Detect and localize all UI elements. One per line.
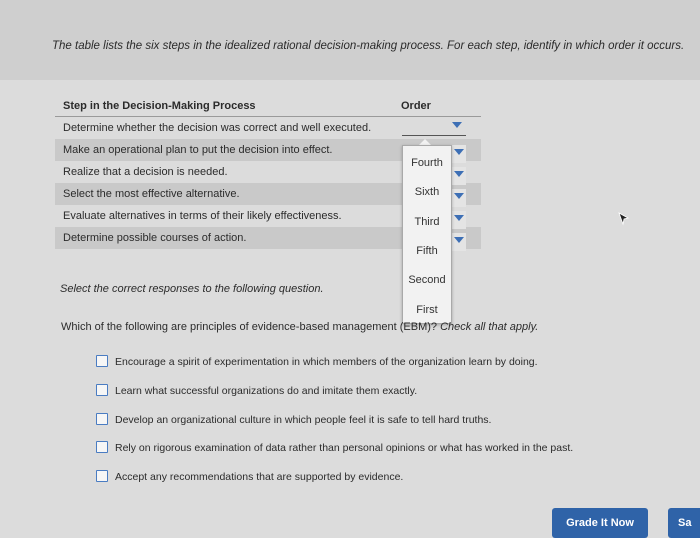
save-button[interactable]: Sa xyxy=(668,508,700,538)
question-instruction: Check all that apply. xyxy=(440,321,539,333)
dropdown-option[interactable]: Sixth xyxy=(414,186,440,198)
order-select-row-1[interactable] xyxy=(402,118,466,136)
grade-it-now-button[interactable]: Grade It Now xyxy=(552,508,648,538)
dropdown-option[interactable]: Third xyxy=(414,216,440,228)
choice-1[interactable] xyxy=(96,355,538,368)
step-text: Realize that a decision is needed. xyxy=(63,166,228,178)
checkbox[interactable] xyxy=(96,355,108,367)
instructions-text: The table lists the six steps in the idealized rational decision-making process. For each step, identify in which order it occurs. xyxy=(52,40,685,52)
choice-label: Accept any recommendations that are supported by evidence. xyxy=(115,471,404,483)
header-order: Order xyxy=(401,100,431,112)
choice-4[interactable] xyxy=(96,441,573,454)
checkbox[interactable] xyxy=(96,441,108,453)
table-header xyxy=(55,96,481,117)
step-text: Make an operational plan to put the decision into effect. xyxy=(63,144,333,156)
chevron-down-icon xyxy=(454,237,464,243)
choice-label: Encourage a spirit of experimentation in which members of the organization learn by doing. xyxy=(115,356,538,368)
choice-2[interactable] xyxy=(96,384,417,397)
step-text: Determine possible courses of action. xyxy=(63,232,247,244)
question-body: Which of the following are principles of evidence-based management (EBM)? xyxy=(61,321,438,333)
order-select-row-6[interactable] xyxy=(452,233,466,251)
choice-label: Learn what successful organizations do and imitate them exactly. xyxy=(115,385,418,397)
choice-label: Develop an organizational culture in which people feel it is safe to tell hard truths. xyxy=(115,414,492,426)
chevron-down-icon xyxy=(452,122,462,128)
order-select-row-5[interactable] xyxy=(452,211,466,229)
step-text: Evaluate alternatives in terms of their likely effectiveness. xyxy=(63,210,342,222)
order-select-row-3[interactable] xyxy=(452,167,466,185)
chevron-down-icon xyxy=(454,193,464,199)
subprompt-text: Select the correct responses to the following question. xyxy=(60,283,324,295)
chevron-down-icon xyxy=(454,171,464,177)
dropdown-option[interactable]: Fourth xyxy=(411,157,443,169)
step-text: Select the most effective alternative. xyxy=(63,188,240,200)
checkbox[interactable] xyxy=(96,470,108,482)
checkbox[interactable] xyxy=(96,413,108,425)
order-select-row-4[interactable] xyxy=(452,189,466,207)
choice-label: Rely on rigorous examination of data rather than personal opinions or what has worked in the past. xyxy=(115,442,574,454)
step-text: Determine whether the decision was correct and well executed. xyxy=(63,122,372,134)
choice-5[interactable] xyxy=(96,470,403,483)
chevron-down-icon xyxy=(454,215,464,221)
checkbox[interactable] xyxy=(96,384,108,396)
choice-3[interactable] xyxy=(96,413,491,426)
dropdown-option[interactable]: Second xyxy=(408,274,446,286)
header-step: Step in the Decision-Making Process xyxy=(63,100,256,112)
order-dropdown-list xyxy=(402,145,452,324)
question-text xyxy=(61,321,538,333)
chevron-down-icon xyxy=(454,149,464,155)
dropdown-option[interactable]: Fifth xyxy=(416,245,438,257)
mouse-cursor-icon xyxy=(618,212,630,226)
order-select-row-2[interactable] xyxy=(452,145,466,163)
dropdown-option[interactable]: First xyxy=(416,304,438,316)
